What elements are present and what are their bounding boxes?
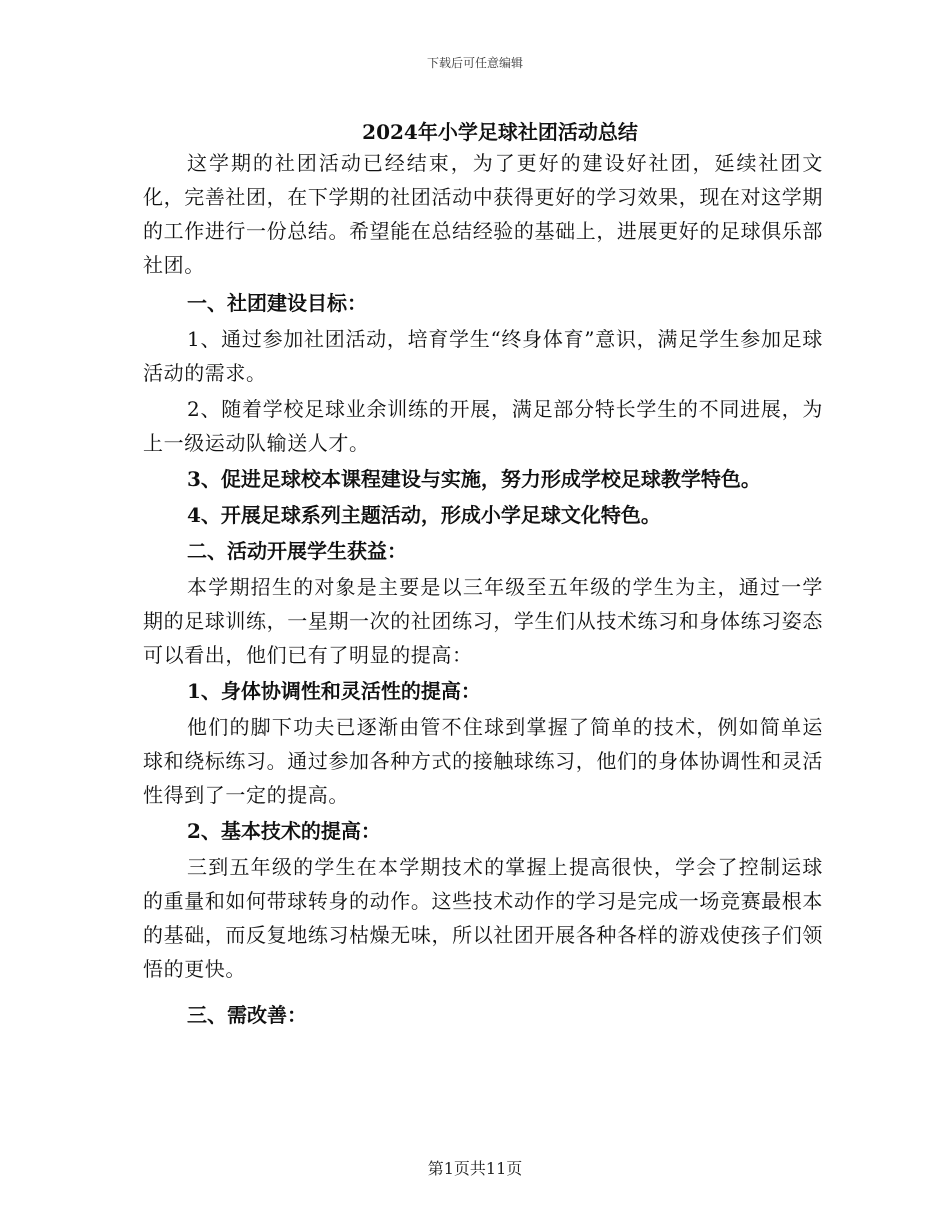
section1-item1: 1、通过参加社团活动，培育学生“终身体育”意识，满足学生参加足球活动的需求。	[143, 327, 823, 385]
document-body	[143, 146, 823, 1032]
section2-sub2-text: 三到五年级的学生在本学期技术的掌握上提高很快，学会了控制运球的重量和如何带球转身的动作。这些技术动作的学习是完成一场竞赛最根本的基础，而反复地练习枯燥无味，所以社团开展各种各样的游戏使孩子们领悟的更快。	[143, 855, 823, 981]
section2-sub2-heading: 2、基本技术的提高：	[187, 819, 381, 843]
intro-paragraph: 这学期的社团活动已经结束，为了更好的建设好社团，延续社团文化，完善社团，在下学期的社团活动中获得更好的学习效果，现在对这学期的工作进行一份总结。希望能在总结经验的基础上，进展更好的足球俱乐部社团。	[143, 151, 823, 277]
document-title: 2024年小学足球社团活动总结	[362, 120, 638, 144]
section3-heading: 三、需改善：	[187, 1003, 307, 1027]
header-note: 下载后可任意编辑	[426, 56, 523, 70]
section1-item3: 3、促进足球校本课程建设与实施，努力形成学校足球教学特色。	[187, 467, 761, 491]
section2-heading: 二、活动开展学生获益：	[187, 539, 407, 563]
section2-intro: 本学期招生的对象是主要是以三年级至五年级的学生为主，通过一学期的足球训练，一星期一次的社团练习，学生们从技术练习和身体练习姿态可以看出，他们已有了明显的提高：	[143, 575, 823, 667]
section2-sub1-text: 他们的脚下功夫已逐渐由管不住球到掌握了简单的技术，例如简单运球和绕标练习。通过参加各种方式的接触球练习，他们的身体协调性和灵活性得到了一定的提高。	[143, 715, 823, 807]
section1-item2: 2、随着学校足球业余训练的开展，满足部分特长学生的不同进展，为上一级运动队输送人才。	[143, 397, 823, 455]
section2-sub1-heading: 1、身体协调性和灵活性的提高：	[187, 679, 481, 703]
section1-item4: 4、开展足球系列主题活动，形成小学足球文化特色。	[187, 503, 661, 527]
page-footer: 第1页共11页	[427, 1159, 523, 1178]
section1-heading: 一、社团建设目标：	[187, 291, 367, 315]
